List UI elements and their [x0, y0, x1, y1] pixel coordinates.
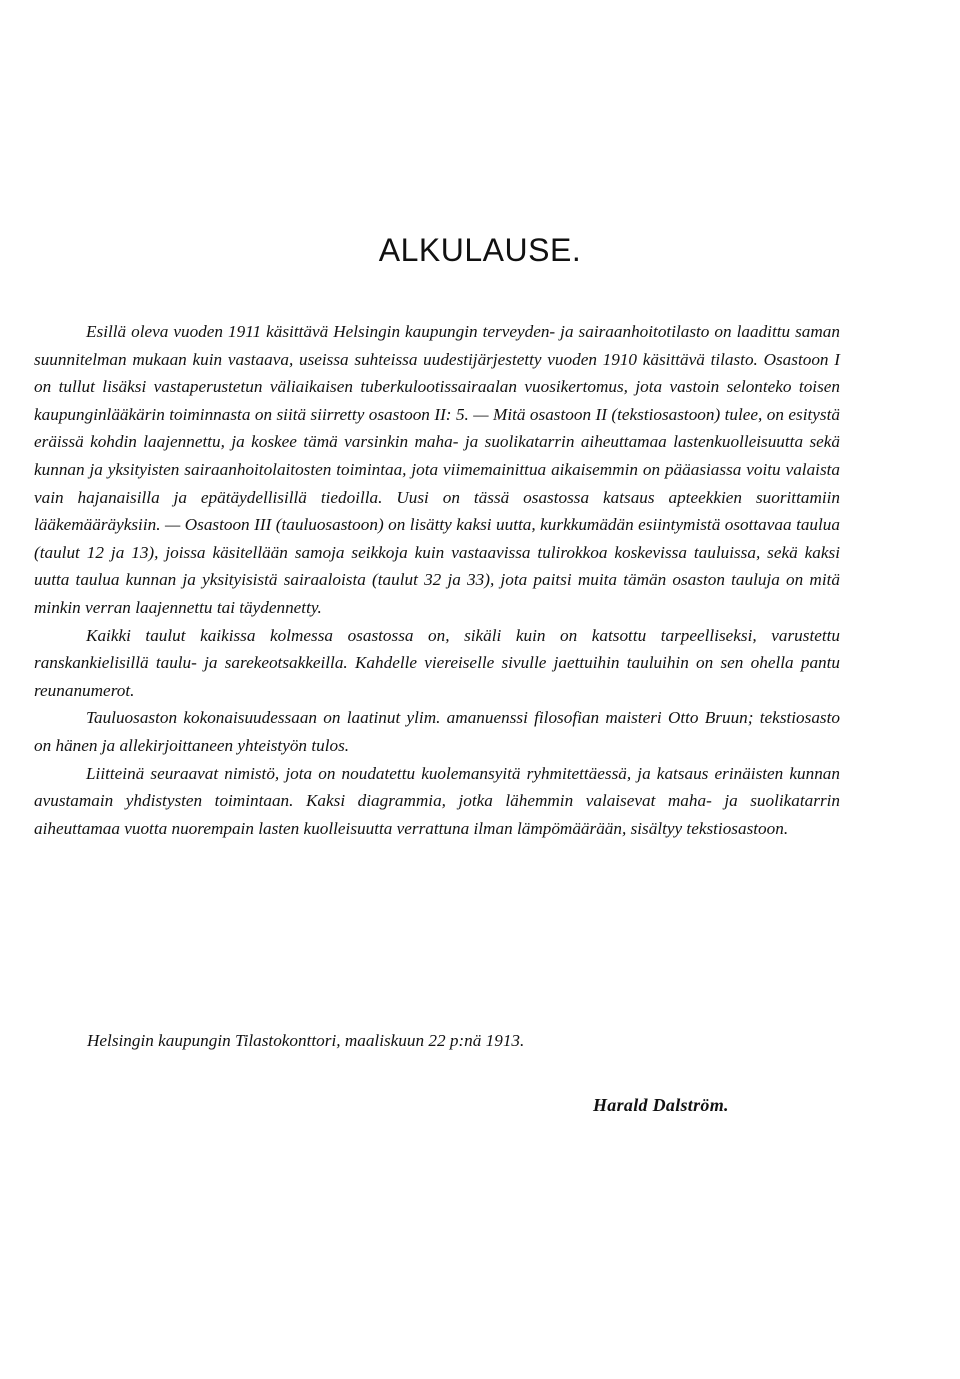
page-title: ALKULAUSE.	[378, 232, 582, 268]
preface-body	[34, 318, 840, 842]
signature: Harald Dalström.	[593, 1095, 729, 1115]
paragraph-2: Kaikki taulut kaikissa kolmessa osastossa on, sikäli kuin on katsottu tarpeelliseksi, varustettu ranskankielisillä taulu- ja sarekeotsakkeilla. Kahdelle viereiselle sivulle jaettuihin tauluihin on sen ohella pantu reunanumerot.	[34, 625, 840, 700]
paragraph-3: Tauluosaston kokonaisuudessaan on laatinut ylim. amanuenssi filosofian maisteri Otto Bruun; tekstiosasto on hänen ja allekirjoittaneen yhteistyön tulos.	[34, 708, 840, 755]
paragraph-4: Liitteinä seuraavat nimistö, jota on noudatettu kuolemansyitä ryhmitettäessä, ja katsaus erinäisten kunnan avustamain yhdistysten toimintaan. Kaksi diagrammia, jotka lähemmin valaisevat maha- ja suolikatarrin aiheuttamaa vuotta nuorempain lasten kuolleisuutta verrattuna ilman lämpömäärään, sisältyy tekstiosastoon.	[34, 763, 840, 838]
paragraph-1: Esillä oleva vuoden 1911 käsittävä Helsingin kaupungin terveyden- ja sairaanhoitotilasto on laadittu saman suunnitelman mukaan kuin vastaava, useissa suhteissa uudestijärjestetty vuoden 1910 käsittävä tilasto. Osastoon I on tullut lisäksi vastaperustetun väliaikaisen tuberkulootissairaalan vuosikertomus, jota vastoin selonteko toisen kaupunginlääkärin toiminnasta on siitä siirretty osastoon II: 5. — Mitä osastoon II (tekstiosastoon) tulee, on esitystä eräissä kohdin laajennettu, ja koskee tämä varsinkin maha- ja suolikatarrin aiheuttamaa lastenkuolleisuutta sekä kunnan ja yksityisten sairaanhoitolaitosten toimintaa, jota viimemainittua aikaisemmin on pääasiassa voitu valaista vain hajanaisilla ja epätäydellisillä tiedoilla. Uusi on tässä osastossa katsaus apteekkien suorittamiin lääkemääräyksiin. — Osastoon III (tauluosastoon) on lisätty kaksi uutta, kurkkumädän esiintymistä osottavaa taulua (taulut 12 ja 13), joissa käsitellään samoja seikkoja kuin vastaavissa tulirokkoa koskevissa tauluissa, sekä kaksi uutta taulua kunnan ja yksityisistä sairaaloista (taulut 32 ja 33), jota paitsi muita tämän osaston tauluja on mitä minkin verran laajennettu tai täydennetty.	[34, 322, 840, 617]
dateline-block	[0, 1027, 960, 1055]
dateline: Helsingin kaupungin Tilastokonttori, maaliskuun 22 p:nä 1913.	[87, 1031, 525, 1050]
